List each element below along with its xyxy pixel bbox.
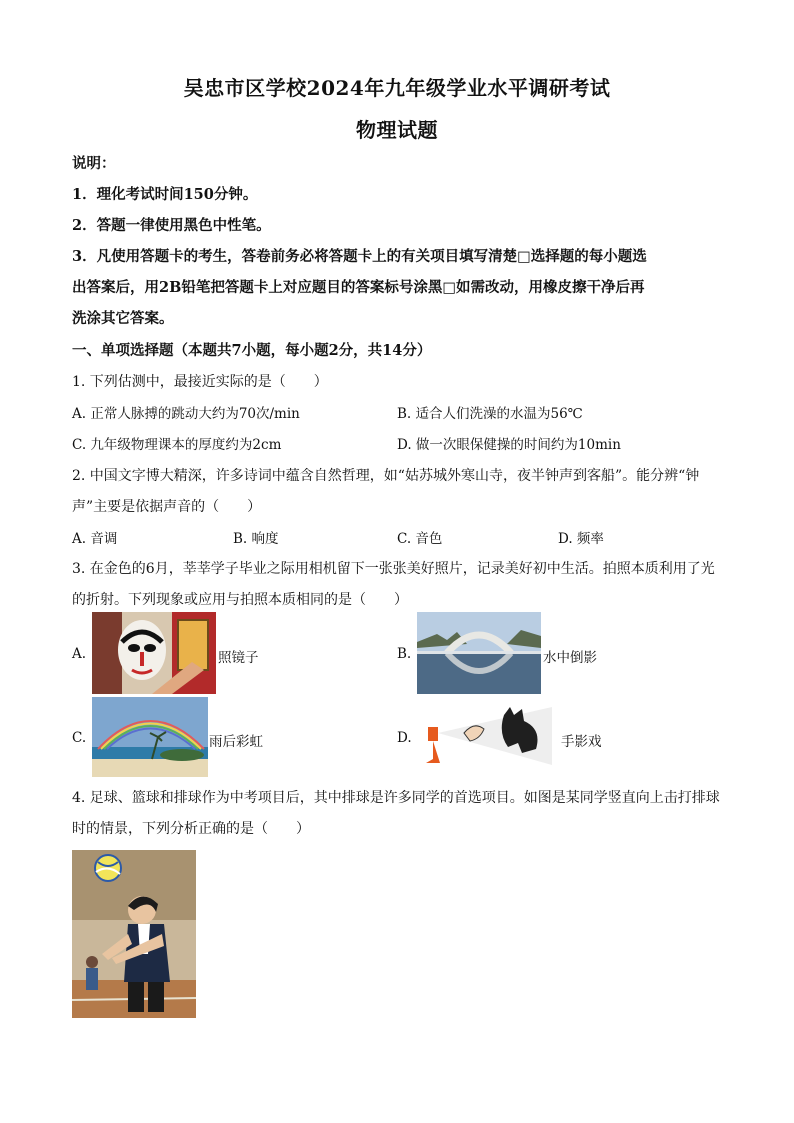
question-3-option-d-label: 手影戏 [561,734,602,750]
question-1-option-b: B. 适合人们洗澡的水温为56℃ [397,406,583,422]
bridge-reflection-photo [417,612,541,694]
question-3-stem-line2: 的折射。下列现象或应用与拍照本质相同的是（ ） [72,592,408,608]
question-1-option-a: A. 正常人脉搏的跳动大约为70次/min [72,406,300,422]
question-4-stem-line1: 4. 足球、篮球和排球作为中考项目后，其中排球是许多同学的首选项目。如图是某同学竖直向上击打排球 [72,790,720,806]
exam-subject: 物理试题 [356,118,438,142]
question-3-option-a-label: 照镜子 [218,650,259,666]
opera-mask-mirror-photo [92,612,216,694]
question-1-option-c: C. 九年级物理课本的厚度约为2cm [72,437,282,453]
question-3-option-c-label: 雨后彩虹 [209,734,263,750]
hand-shadow-illustration [418,703,552,769]
question-1-stem: 1. 下列估测中，最接近实际的是（ ） [72,374,328,390]
instructions-heading: 说明： [72,155,116,172]
question-2-option-c: C. 音色 [397,531,443,547]
section-heading: 一、单项选择题（本题共7小题，每小题2分，共14分） [72,342,432,359]
question-3-stem-line1: 3. 在金色的6月，莘莘学子毕业之际用相机留下一张张美好照片，记录美好初中生活。拍照本质利用了光 [72,561,715,577]
question-3-option-a-letter: A. [72,646,87,662]
instruction-3-line3: 洗涂其它答案。 [72,310,174,327]
question-2-option-d: D. 频率 [558,531,604,547]
instruction-2: 2．答题一律使用黑色中性笔。 [72,217,271,234]
exam-title: 吴忠市区学校2024年九年级学业水平调研考试 [183,76,611,100]
question-4-stem-line2: 时的情景，下列分析正确的是（ ） [72,821,310,837]
question-1-option-d: D. 做一次眼保健操的时间约为10min [397,437,621,453]
question-2-stem-line2: 声”主要是依据声音的（ ） [72,499,262,515]
question-3-option-b-label: 水中倒影 [543,650,597,666]
question-2-stem-line1: 2. 中国文字博大精深，许多诗词中蕴含自然哲理，如“姑苏城外寒山寺，夜半钟声到客船”。能分辨“钟 [72,468,700,484]
rainbow-photo [92,697,208,777]
question-2-option-a: A. 音调 [72,531,118,547]
question-3-option-d-letter: D. [397,730,412,746]
question-3-option-b-letter: B. [397,646,412,662]
instruction-1: 1．理化考试时间150分钟。 [72,186,258,203]
instruction-3-line1: 3．凡使用答题卡的考生，答卷前务必将答题卡上的有关项目填写清楚□选择题的每小题选 [72,248,647,265]
question-2-option-b: B. 响度 [233,531,279,547]
instruction-3-line2: 出答案后，用2B铅笔把答题卡上对应题目的答案标号涂黑□如需改动，用橡皮擦干净后再 [72,279,645,296]
question-3-option-c-letter: C. [72,730,87,746]
volleyball-player-photo [72,850,196,1018]
